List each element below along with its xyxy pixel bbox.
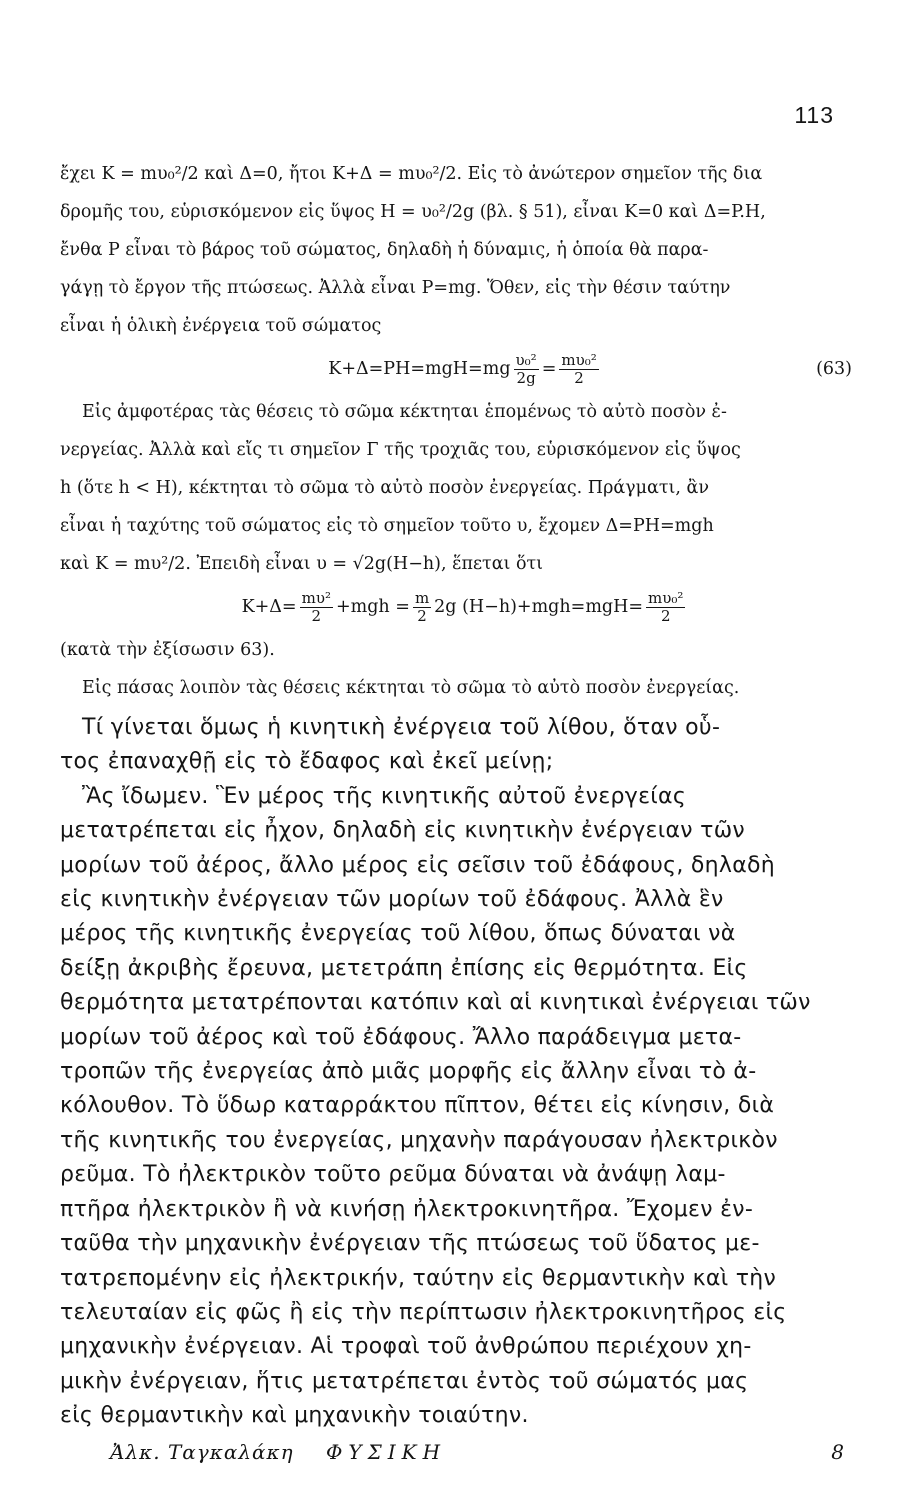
equation-number: (63) <box>816 359 852 379</box>
equation-part: 2g (H−h)+mgh=mgH= <box>434 597 644 617</box>
text-line: ἔχει K = mυ₀²/2 καὶ Δ=0, ἤτοι K+Δ = mυ₀²/2. Εἰς τὸ ἀνώτερον σημεῖον τῆς δια <box>60 164 763 184</box>
text-section <box>60 631 870 707</box>
equation-63 <box>60 345 870 393</box>
text-line: μορίων τοῦ ἀέρος, ἄλλο μέρος εἰς σεῖσιν τοῦ ἐδάφους, δηλαδὴ <box>60 852 776 878</box>
author-name: Ἀλκ. Ταγκαλάκη <box>110 1440 294 1464</box>
fraction <box>413 590 431 625</box>
page-footer <box>110 1440 844 1464</box>
text-line: Ἂς ἴδωμεν. Ἓν μέρος τῆς κινητικῆς αὐτοῦ ἐνεργείας <box>82 783 687 809</box>
text-line: ρεῦμα. Τὸ ἠλεκτρικὸν τοῦτο ρεῦμα δύναται νὰ ἀνάψῃ λαμ- <box>60 1162 726 1188</box>
footer-left <box>110 1440 446 1464</box>
text-line: ταῦθα τὴν μηχανικὴν ἐνέργειαν τῆς πτώσεως τοῦ ὕδατος με- <box>60 1231 760 1257</box>
text-line: νεργείας. Ἀλλὰ καὶ εἴς τι σημεῖον Γ τῆς τροχιᾶς του, εὑρισκόμενον εἰς ὕψος <box>60 440 741 460</box>
text-line: ἔνθα P εἶναι τὸ βάρος τοῦ σώματος, δηλαδὴ ἡ δύναμις, ἡ ὁποία θὰ παρα- <box>60 240 709 260</box>
text-line: τατρεπομένην εἰς ἠλεκτρικήν, ταύτην εἰς θερμαντικὴν καὶ τὴν <box>60 1265 777 1291</box>
text-section <box>60 393 870 583</box>
page-body <box>60 155 870 1434</box>
text-line: δρομῆς του, εὑρισκόμενον εἰς ὕψος H = υ₀²/2g (βλ. § 51), εἶναι K=0 καὶ Δ=P.H, <box>60 202 766 222</box>
equation-part: +mgh = <box>335 597 410 617</box>
text-line: καὶ K = mυ²/2. Ἐπειδὴ εἶναι υ = √2g(H−h), ἕπεται ὅτι <box>60 554 544 574</box>
formula-section <box>60 155 870 345</box>
text-line: κόλουθον. Τὸ ὕδωρ καταρράκτου πῖπτον, θέτει εἰς κίνησιν, διὰ <box>60 1093 775 1119</box>
text-line: μηχανικὴν ἐνέργειαν. Αἱ τροφαὶ τοῦ ἀνθρώπου περιέχουν χη- <box>60 1334 752 1360</box>
text-line: Τί γίνεται ὅμως ἡ κινητικὴ ἐνέργεια τοῦ λίθου, ὅταν οὗ- <box>82 715 721 740</box>
equation-energy <box>60 583 870 631</box>
text-line: εἶναι ἡ ὁλικὴ ἐνέργεια τοῦ σώματος <box>60 316 382 336</box>
text-line: θερμότητα μετατρέπονται κατόπιν καὶ αἱ κινητικαὶ ἐνέργειαι τῶν <box>60 990 811 1016</box>
fraction-numerator: mυ₀² <box>561 350 597 369</box>
fraction-denominator: 2 <box>417 606 427 625</box>
text-line: γάγῃ τὸ ἔργον τῆς πτώσεως. Ἀλλὰ εἶναι P=mg. Ὅθεν, εἰς τὴν θέσιν ταύτην <box>60 278 731 298</box>
book-title: ΦΥΣΙΚΗ <box>326 1440 447 1464</box>
equation-part: K+Δ= <box>241 597 297 617</box>
signature-mark: 8 <box>831 1440 844 1464</box>
text-line: τῆς κινητικῆς του ἐνεργείας, μηχανὴν παράγουσαν ἠλεκτρικὸν <box>60 1127 778 1153</box>
text-line: εἶναι ἡ ταχύτης τοῦ σώματος εἰς τὸ σημεῖον τοῦτο υ, ἔχομεν Δ=PH=mgh <box>60 516 714 536</box>
text-line: εἰς κινητικὴν ἐνέργειαν τῶν μορίων τοῦ ἐδάφους. Ἀλλὰ ἓν <box>60 887 724 913</box>
text-line: μετατρέπεται εἰς ἦχον, δηλαδὴ εἰς κινητικὴν ἐνέργειαν τῶν <box>60 818 746 844</box>
equals-sign: = <box>541 359 557 379</box>
fraction-denominator: 2 <box>574 368 584 387</box>
fraction-numerator: υ₀² <box>515 350 537 369</box>
text-line: τελευταίαν εἰς φῶς ἢ εἰς τὴν περίπτωσιν ἠλεκτροκινητῆρος εἰς <box>60 1299 787 1325</box>
fraction <box>646 590 685 625</box>
fraction <box>514 352 539 387</box>
page-number: 113 <box>794 102 834 128</box>
fraction-numerator: mυ² <box>301 588 331 607</box>
fraction-denominator: 2g <box>516 368 536 387</box>
text-line: μορίων τοῦ ἀέρος καὶ τοῦ ἐδάφους. Ἄλλο παράδειγμα μετα- <box>60 1024 742 1050</box>
text-line: h (ὅτε h < H), κέκτηται τὸ σῶμα τὸ αὐτὸ ποσὸν ἐνεργείας. Πράγματι, ἂν <box>60 478 709 498</box>
fraction-numerator: mυ₀² <box>648 588 684 607</box>
text-line: (κατὰ τὴν ἐξίσωσιν 63). <box>60 640 275 660</box>
text-line: μικὴν ἐνέργειαν, ἥτις μετατρέπεται ἐντὸς τοῦ σώματός μας <box>60 1368 749 1394</box>
text-line: τος ἐπαναχθῇ εἰς τὸ ἔδαφος καὶ ἐκεῖ μείνῃ; <box>60 749 554 775</box>
main-paragraph <box>60 711 870 1434</box>
text-line: εἰς θερμαντικὴν καὶ μηχανικὴν τοιαύτην. <box>60 1403 529 1429</box>
text-line: μέρος τῆς κινητικῆς ἐνεργείας τοῦ λίθου, ὅπως δύναται νὰ <box>60 921 736 947</box>
fraction <box>559 352 598 387</box>
text-line: πτῆρα ἠλεκτρικὸν ἢ νὰ κινήσῃ ἠλεκτροκινητῆρα. Ἔχομεν ἐν- <box>60 1196 754 1222</box>
text-line: Εἰς πάσας λοιπὸν τὰς θέσεις κέκτηται τὸ σῶμα τὸ αὐτὸ ποσὸν ἐνεργείας. <box>82 678 740 698</box>
fraction-denominator: 2 <box>660 606 671 625</box>
text-line: τροπῶν τῆς ἐνεργείας ἀπὸ μιᾶς μορφῆς εἰς ἄλλην εἶναι τὸ ἀ- <box>60 1059 757 1085</box>
fraction <box>300 590 333 625</box>
fraction-numerator: m <box>414 588 430 607</box>
equation-lhs: K+Δ=PH=mgH=mg <box>328 359 511 379</box>
fraction-denominator: 2 <box>311 606 322 625</box>
text-line: Εἰς ἀμφοτέρας τὰς θέσεις τὸ σῶμα κέκτηται ἑπομένως τὸ αὐτὸ ποσὸν ἐ- <box>82 402 727 422</box>
text-line: δείξῃ ἀκριβὴς ἔρευνα, μετετράπη ἐπίσης εἰς θερμότητα. Εἰς <box>60 955 748 981</box>
